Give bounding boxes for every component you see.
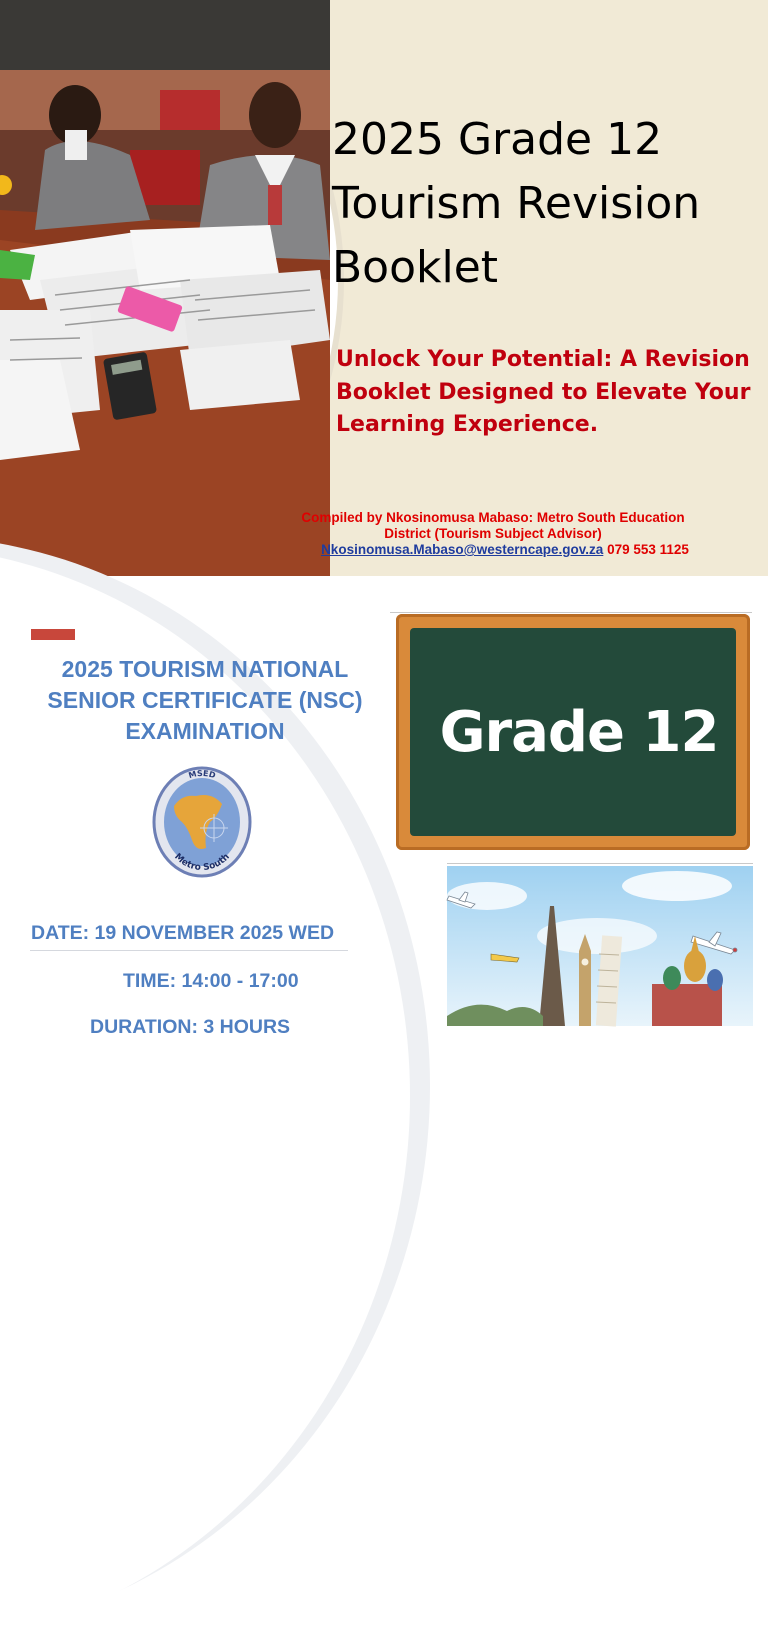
students-photo xyxy=(0,0,330,580)
exam-info-slide xyxy=(0,576,768,1038)
subtitle-line: Booklet Designed to Elevate Your xyxy=(336,379,751,405)
accent-bar xyxy=(31,629,75,640)
booklet-subtitle xyxy=(336,344,756,442)
exam-duration: DURATION: 3 HOURS xyxy=(90,1016,291,1038)
cover-slide xyxy=(0,0,768,576)
exam-title xyxy=(20,654,390,747)
title-line: 2025 Grade 12 xyxy=(332,114,663,165)
email-link[interactable]: Nkosinomusa.Mabaso@westerncape.gov.za xyxy=(321,542,604,557)
divider xyxy=(390,612,752,613)
clock-tower-icon xyxy=(579,934,591,1026)
divider xyxy=(447,863,753,864)
divider xyxy=(30,950,348,951)
credit-line: District (Tourism Subject Advisor) xyxy=(384,526,602,541)
title-line: Tourism Revision xyxy=(332,178,701,229)
chalkboard xyxy=(396,614,750,850)
credit-line: Compiled by Nkosinomusa Mabaso: Metro South Education xyxy=(301,510,685,525)
exam-date: DATE: 19 NOVEMBER 2025 WED xyxy=(31,922,335,944)
compiler-credits xyxy=(268,510,718,558)
title-line: Booklet xyxy=(332,242,499,293)
exam-title-line: 2025 TOURISM NATIONAL xyxy=(61,656,349,682)
exam-time: TIME: 14:00 - 17:00 xyxy=(123,970,299,992)
travel-landmarks-image xyxy=(447,866,753,1026)
exam-title-line: SENIOR CERTIFICATE (NSC) xyxy=(47,687,363,713)
subtitle-line: Learning Experience. xyxy=(336,412,599,437)
logo-bottom-text: Metro South xyxy=(172,851,232,874)
metro-south-logo xyxy=(152,766,252,883)
subtitle-line: Unlock Your Potential: A Revision xyxy=(336,347,750,372)
booklet-title xyxy=(332,108,762,300)
logo-top-text: MSED xyxy=(187,768,217,781)
phone-number: 079 553 1125 xyxy=(607,542,689,557)
exam-title-line: EXAMINATION xyxy=(125,718,285,744)
chalkboard-text: Grade 12 xyxy=(439,699,719,765)
